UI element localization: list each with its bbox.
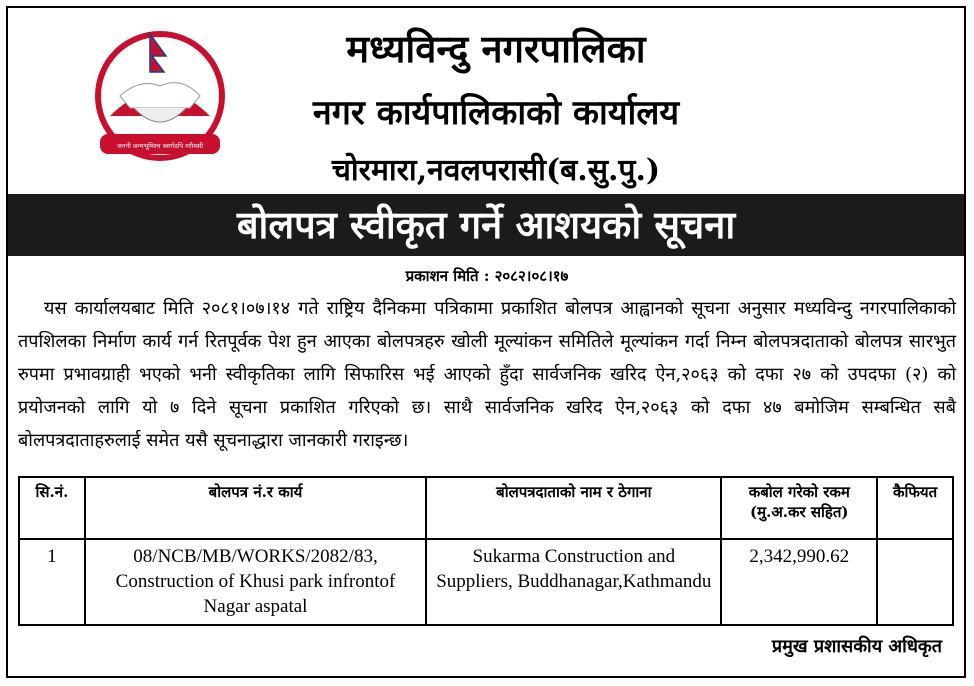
table-header-row xyxy=(19,477,953,539)
cell-serial: 1 xyxy=(19,539,85,625)
cell-bid-work: 08/NCB/MB/WORKS/2082/83, Construction of Khusi park infrontof Nagar aspatal xyxy=(85,539,426,625)
notice-body: यस कार्यालयबाट मिति २०८१।०७।१४ गते राष्ट्रिय दैनिकमा पत्रिकामा प्रकाशित बोलपत्र आह्वानको सूचना अनुसार मध्यविन्दु नगरपालिकाको तपशिलका निर्माण कार्य गर्न रितपूर्वक पेश हुन आएका बोलपत्रहरु खोली मूल्यांकन समितिले मूल्यांकन गर्दा निम्न बोलपत्रदाताको बोलपत्र सारभुत रुपमा प्रभावग्राही भएको भनी स्वीकृतिका लागि सिफारिस भई आएको हुँदा सार्वजनिक खरिद ऐन,२०६३ को दफा २७ को उपदफा (२) को प्रयोजनको लागि यो ७ दिने सूचना प्रकाशित गरिएको छ। साथै सार्वजनिक खरिद ऐन,२०६३ को दफा ४७ बमोजिम सम्बन्धित सबै बोलपत्रदाताहरुलाई समेत यसै सूचनाद्धारा जानकारी गराइन्छ। xyxy=(18,298,956,451)
col-remarks: कैफियत xyxy=(877,477,953,539)
cell-remarks xyxy=(877,539,953,625)
table-row xyxy=(19,539,953,625)
publish-date: प्रकाशन मिति : २०८२।०८।१७ xyxy=(405,267,569,285)
signature: प्रमुख प्रशासकीय अधिकृत xyxy=(771,636,942,657)
emblem-motto: जननी जन्मभूमिश्च स्वर्गादपि गरीयसी xyxy=(117,142,203,150)
org-name: मध्यविन्दु नगरपालिका xyxy=(346,26,646,71)
notice-title: बोलपत्र स्वीकृत गर्ने आशयको सूचना xyxy=(8,194,964,256)
col-serial: सि.नं. xyxy=(19,477,85,539)
col-amount: कबोल गरेको रकम (मु.अ.कर सहित) xyxy=(721,477,877,539)
bid-table xyxy=(18,476,954,626)
cell-amount: 2,342,990.62 xyxy=(721,539,877,625)
office-address: चोरमारा,नवलपरासी(ब.सु.पु.) xyxy=(331,153,661,188)
col-bidder: बोलपत्रदाताको नाम र ठेगाना xyxy=(426,477,721,539)
cell-bidder: Sukarma Construction and Suppliers, Buddhanagar,Kathmandu xyxy=(426,539,721,625)
office-name: नगर कार्यपालिकाको कार्यालय xyxy=(312,93,680,133)
header xyxy=(8,8,964,194)
col-bid-work: बोलपत्र नं.र कार्य xyxy=(85,477,426,539)
